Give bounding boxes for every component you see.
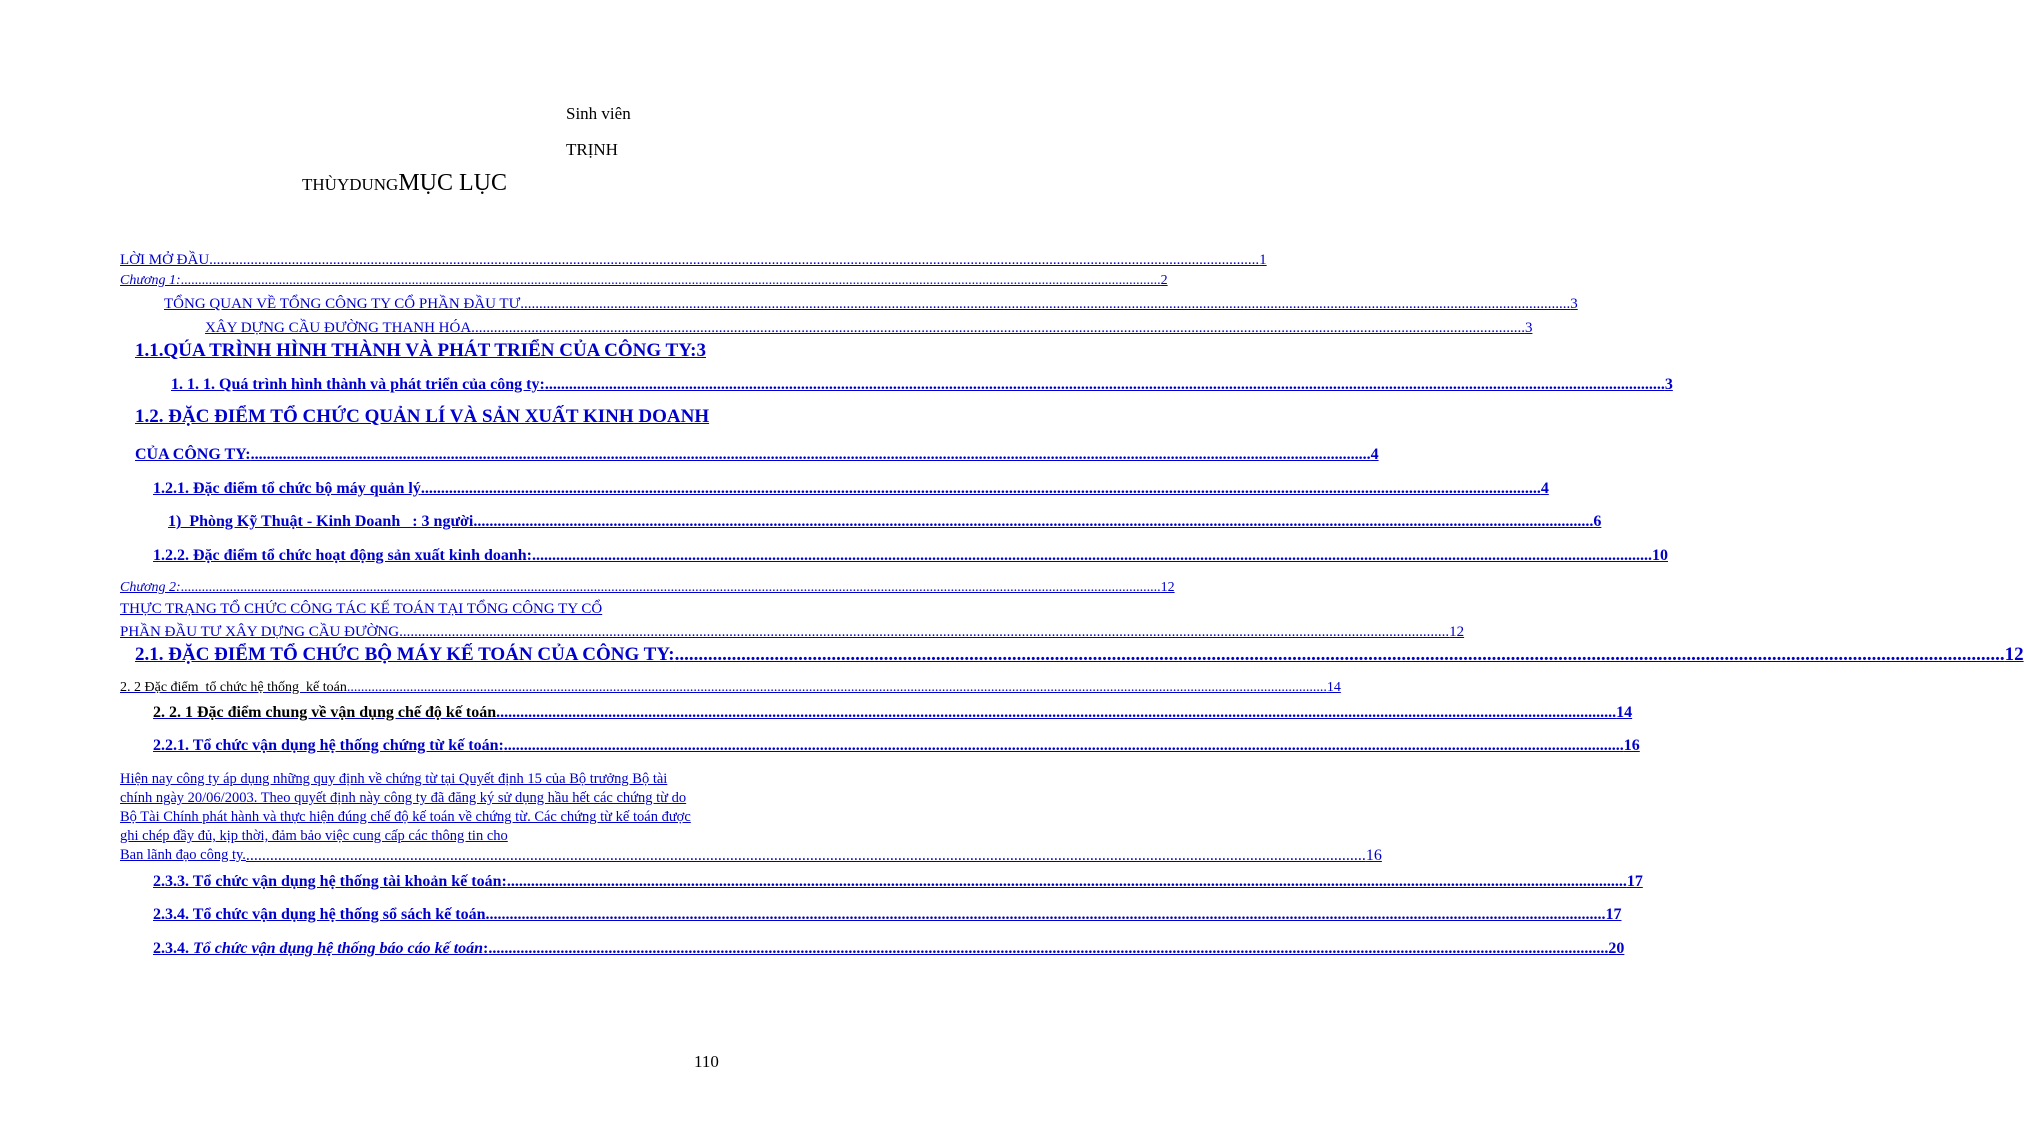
toc-paragraph-page: 16 (1365, 847, 1382, 864)
toc-entry-1-1[interactable]: 1.1.QÚA TRÌNH HÌNH THÀNH VÀ PHÁT TRIỂN CỦA CÔNG TY: 3 (135, 340, 706, 361)
toc-entry-paragraph[interactable] (120, 770, 1382, 865)
toc-entry-loi-mo-dau[interactable]: LỜI MỞ ĐẦU ..... 1 (120, 252, 697, 269)
page-number: 110 (694, 1052, 719, 1071)
toc-entry-1-2-1[interactable]: 1.2.1. Đặc điểm tổ chức bộ máy quản lý ..... 4 (153, 480, 697, 498)
toc-entry-chuong-1[interactable]: Chương 1: ..... 2 (120, 273, 697, 289)
student-label: Sinh viên (566, 104, 631, 123)
toc-entry-1-2-2[interactable]: 1.2.2. Đặc điểm tổ chức hoạt động sản xuất kinh doanh: ..... 10 (153, 547, 697, 565)
toc-paragraph-last-line: Ban lãnh đạo công ty. (120, 847, 246, 863)
toc-entry-1-2-cua-cong-ty[interactable]: CỦA CÔNG TY: ..... 4 (135, 446, 697, 464)
toc-entry-thuc-trang[interactable]: THỰC TRẠNG TỔ CHỨC CÔNG TÁC KẾ TOÁN TẠI TỔNG CÔNG TY CỔ (120, 601, 603, 617)
toc-entry-2-3-4-so-sach[interactable]: 2.3.4. Tổ chức vận dụng hệ thống sổ sách kế toán ..... 17 (153, 906, 697, 924)
toc-paragraph-text: Hiện nay công ty áp dụng những quy định về chứng từ tại Quyết định 15 của Bộ trưởng Bộ tài chính ngày 20/06/2003. Theo quyết định này công ty đã đăng ký sử dụng hầu hết các chứng từ do Bộ Tài Chính phát hành và thực hiện đúng chế độ kế toán về chứng từ. Các chứng từ kế toán được ghi chép đầy đủ, kịp thời, đảm bảo việc cung cấp các thông tin cho (120, 771, 691, 844)
toc-entry-xay-dung-cau-duong[interactable]: XÂY DỰNG CẦU ĐƯỜNG THANH HÓA. ..... 3 (120, 320, 697, 337)
toc-entry-1-2[interactable]: 1.2. ĐẶC ĐIỂM TỔ CHỨC QUẢN LÍ VÀ SẢN XUẤT KINH DOANH (135, 406, 710, 427)
toc-entry-tong-quan[interactable]: TỔNG QUAN VỀ TỔNG CÔNG TY CỔ PHẦN ĐẦU TƯ ..... 3 (120, 296, 697, 313)
toc-entry-2-3-3[interactable]: 2.3.3. Tổ chức vận dụng hệ thống tài khoản kế toán: ..... 17 (153, 873, 697, 891)
student-name-line2: THÙYDUNG (302, 175, 399, 194)
toc-entry-phan-dau-tu[interactable]: PHẦN ĐẦU TƯ XÂY DỰNG CẦU ĐƯỜNG ..... 12 (120, 624, 697, 641)
toc-entry-2-2-1-chung[interactable]: 2. 2. 1 Đặc điểm chung về vận dụng chế độ kế toán ..... 14 (153, 704, 697, 722)
student-name-line1: TRỊNH (566, 140, 618, 159)
toc-entry-2-2-1-chung-tu[interactable]: 2.2.1. Tổ chức vận dụng hệ thống chứng từ kế toán: ..... 16 (153, 737, 697, 755)
toc-entry-chuong-2[interactable]: Chương 2: ..... 12 (120, 580, 697, 596)
toc-entry-phong-ky-thuat[interactable]: 1) Phòng Kỹ Thuật - Kinh Doanh : 3 người ..... 6 (168, 513, 697, 531)
toc-entry-1-1-1[interactable]: 1. 1. 1. Quá trình hình thành và phát triển của công ty: ..... 3 (135, 376, 697, 394)
page-title: MỤC LỤC (398, 170, 508, 196)
toc-entry-2-1[interactable]: 2.1. ĐẶC ĐIỂM TỔ CHỨC BỘ MÁY KẾ TOÁN CỦA CÔNG TY: ..... 12 (135, 644, 697, 666)
toc-entry-2-3-4-bao-cao[interactable]: 2.3.4. Tổ chức vận dụng hệ thống báo cáo kế toán : ..... 20 (153, 940, 697, 958)
toc-entry-2-2[interactable]: 2. 2 Đặc điểm tổ chức hệ thống kế toán ..... 14 (120, 680, 697, 696)
